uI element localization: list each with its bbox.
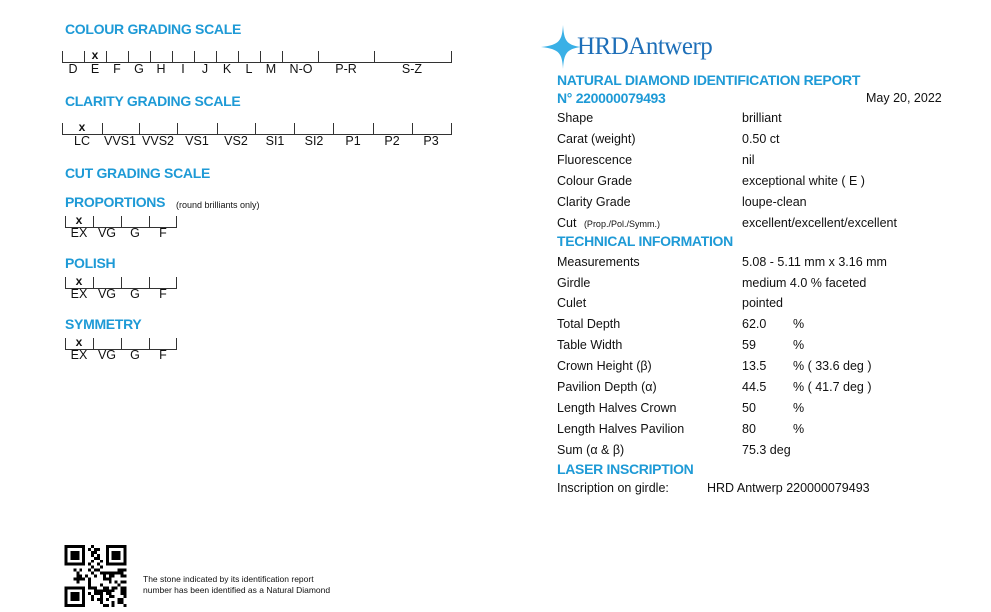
row-value-shape: brilliant xyxy=(742,111,782,125)
clarity-grade-label: VS1 xyxy=(185,134,209,148)
scale-tick xyxy=(194,51,195,63)
qr-code-icon xyxy=(64,545,127,607)
grade-mark: x xyxy=(75,335,83,349)
scale-tick xyxy=(102,123,103,135)
tech-value-pavilion-depth: 44.5 xyxy=(742,380,767,394)
tech-label-table-width: Table Width xyxy=(557,338,623,352)
star-icon xyxy=(541,25,581,69)
tech-label-pavilion-depth: Pavilion Depth (α) xyxy=(557,380,657,394)
tech-value-crown-height: 13.5 xyxy=(742,359,767,373)
tech-unit-table-width: % xyxy=(793,338,805,352)
tech-unit-length-halves-crown: % xyxy=(793,401,805,415)
clarity-grade-label: P1 xyxy=(345,134,361,148)
scale-tick xyxy=(128,51,129,63)
report-number: N° 220000079493 xyxy=(557,90,666,106)
brand-name-antwerp: Antwerp xyxy=(628,33,713,60)
grade-mark: x xyxy=(75,213,83,227)
tech-value-measurements: 5.08 - 5.11 mm x 3.16 mm xyxy=(742,255,887,269)
colour-grade-label: M xyxy=(265,62,277,76)
tech-label-measurements: Measurements xyxy=(557,255,640,269)
tech-unit-length-halves-pavilion: % xyxy=(793,422,805,436)
laser-title: LASER INSCRIPTION xyxy=(557,461,694,477)
scale-tick xyxy=(65,338,66,350)
row-label-fluorescence: Fluorescence xyxy=(557,153,633,167)
scale-tick xyxy=(451,123,452,135)
brand-name-hrd: HRD xyxy=(577,33,629,60)
scale-tick xyxy=(216,51,217,63)
colour-grade-label: J xyxy=(201,62,209,76)
polish-grade-label: G xyxy=(130,287,140,301)
row-label-colour: Colour Grade xyxy=(557,174,633,188)
tech-value-culet: pointed xyxy=(742,296,784,310)
tech-label-length-halves-crown: Length Halves Crown xyxy=(557,401,677,415)
scale-tick xyxy=(149,216,150,228)
row-value-carat: 0.50 ct xyxy=(742,132,780,146)
tech-value-total-depth: 62.0 xyxy=(742,317,767,331)
scale-tick xyxy=(172,51,173,63)
clarity-scale-title: CLARITY GRADING SCALE xyxy=(65,93,241,109)
row-value-cut: excellent/excellent/excellent xyxy=(742,216,897,230)
polish-grade-label: VG xyxy=(97,287,117,301)
colour-grade-label: L xyxy=(245,62,253,76)
row-label-shape: Shape xyxy=(557,111,594,125)
colour-grade-label: D xyxy=(68,62,78,76)
row-label-carat: Carat (weight) xyxy=(557,132,636,146)
symmetry-grade-label: EX xyxy=(70,348,88,362)
scale-tick xyxy=(65,216,66,228)
colour-grade-label: E xyxy=(90,62,100,76)
symmetry-grade-label: F xyxy=(159,348,167,362)
proportions-grade-label: EX xyxy=(70,226,88,240)
colour-grade-label: N-O xyxy=(289,62,313,76)
scale-tick xyxy=(121,338,122,350)
colour-scale xyxy=(62,45,452,63)
colour-grade-label: G xyxy=(134,62,144,76)
footer-line-2: number has been identified as a Natural Diamond xyxy=(143,585,331,595)
proportions-grade-label: VG xyxy=(97,226,117,240)
report-title: NATURAL DIAMOND IDENTIFICATION REPORT xyxy=(557,72,861,88)
clarity-grade-label: LC xyxy=(74,134,90,148)
clarity-grade-label: SI1 xyxy=(265,134,285,148)
clarity-scale xyxy=(62,117,452,135)
scale-tick xyxy=(333,123,334,135)
scale-tick xyxy=(176,277,177,289)
scale-tick xyxy=(294,123,295,135)
colour-scale-title: COLOUR GRADING SCALE xyxy=(65,21,242,37)
symmetry-grade-label: G xyxy=(130,348,140,362)
colour-grade-label: K xyxy=(222,62,232,76)
scale-tick xyxy=(65,277,66,289)
proportions-grade-label: G xyxy=(130,226,140,240)
tech-label-culet: Culet xyxy=(557,296,587,310)
report-date: May 20, 2022 xyxy=(866,91,942,105)
hrd-antwerp-logo xyxy=(541,25,741,69)
scale-tick xyxy=(93,338,94,350)
clarity-grade-label: P2 xyxy=(384,134,400,148)
row-value-clarity: loupe-clean xyxy=(742,195,807,209)
clarity-grade-label: VS2 xyxy=(224,134,248,148)
grade-mark: x xyxy=(91,48,99,62)
scale-tick xyxy=(93,216,94,228)
cut-label: Cut xyxy=(557,216,577,230)
grade-mark: x xyxy=(78,120,86,134)
scale-tick xyxy=(318,51,319,63)
row-label-clarity: Clarity Grade xyxy=(557,195,631,209)
scale-tick xyxy=(374,51,375,63)
technical-title: TECHNICAL INFORMATION xyxy=(557,233,733,249)
scale-tick xyxy=(282,51,283,63)
scale-tick xyxy=(451,51,452,63)
scale-tick xyxy=(62,123,63,135)
scale-tick xyxy=(260,51,261,63)
tech-label-girdle: Girdle xyxy=(557,276,591,290)
scale-tick xyxy=(255,123,256,135)
polish-title: POLISH xyxy=(65,255,116,271)
scale-tick xyxy=(93,277,94,289)
row-value-colour: exceptional white ( E ) xyxy=(742,174,865,188)
colour-grade-label: F xyxy=(113,62,121,76)
polish-grade-label: F xyxy=(159,287,167,301)
scale-tick xyxy=(149,277,150,289)
scale-tick xyxy=(106,51,107,63)
tech-unit-crown-height: % ( 33.6 deg ) xyxy=(793,359,872,373)
tech-unit-pavilion-depth: % ( 41.7 deg ) xyxy=(793,380,872,394)
colour-grade-label: S-Z xyxy=(401,62,423,76)
footer-line-1: The stone indicated by its identification report xyxy=(143,574,314,584)
scale-tick xyxy=(149,338,150,350)
clarity-grade-label: P3 xyxy=(423,134,439,148)
scale-tick xyxy=(121,216,122,228)
scale-tick xyxy=(150,51,151,63)
scale-tick xyxy=(217,123,218,135)
tech-label-length-halves-pavilion: Length Halves Pavilion xyxy=(557,422,685,436)
polish-grade-label: EX xyxy=(70,287,88,301)
grade-mark: x xyxy=(75,274,83,288)
tech-value-length-halves-crown: 50 xyxy=(742,401,756,415)
tech-value-sum: 75.3 deg xyxy=(742,443,791,457)
row-value-fluorescence: nil xyxy=(742,153,755,167)
scale-tick xyxy=(176,216,177,228)
proportions-title: PROPORTIONS xyxy=(65,194,166,210)
clarity-grade-label: VVS2 xyxy=(142,134,174,148)
cut-sublabel: (Prop./Pol./Symm.) xyxy=(583,219,660,229)
row-label-cut xyxy=(557,216,660,230)
scale-tick xyxy=(176,338,177,350)
scale-tick xyxy=(412,123,413,135)
scale-tick xyxy=(62,51,63,63)
proportions-note: (round brilliants only) xyxy=(176,200,260,210)
symmetry-title: SYMMETRY xyxy=(65,316,142,332)
tech-value-length-halves-pavilion: 80 xyxy=(742,422,756,436)
symmetry-grade-label: VG xyxy=(97,348,117,362)
colour-grade-label: H xyxy=(156,62,166,76)
scale-tick xyxy=(238,51,239,63)
tech-label-crown-height: Crown Height (β) xyxy=(557,359,652,373)
clarity-grade-label: SI2 xyxy=(304,134,324,148)
tech-value-table-width: 59 xyxy=(742,338,756,352)
tech-value-girdle: medium 4.0 % faceted xyxy=(742,276,867,290)
scale-tick xyxy=(139,123,140,135)
scale-tick xyxy=(177,123,178,135)
tech-label-total-depth: Total Depth xyxy=(557,317,621,331)
colour-grade-label: P-R xyxy=(335,62,357,76)
scale-tick xyxy=(84,51,85,63)
laser-label: Inscription on girdle: xyxy=(557,481,669,495)
laser-value: HRD Antwerp 220000079493 xyxy=(707,481,870,495)
scale-tick xyxy=(373,123,374,135)
clarity-grade-label: VVS1 xyxy=(104,134,136,148)
scale-tick xyxy=(121,277,122,289)
colour-grade-label: I xyxy=(181,62,185,76)
proportions-grade-label: F xyxy=(159,226,167,240)
tech-unit-total-depth: % xyxy=(793,317,805,331)
tech-label-sum: Sum (α & β) xyxy=(557,443,625,457)
cut-scale-title: CUT GRADING SCALE xyxy=(65,165,211,181)
